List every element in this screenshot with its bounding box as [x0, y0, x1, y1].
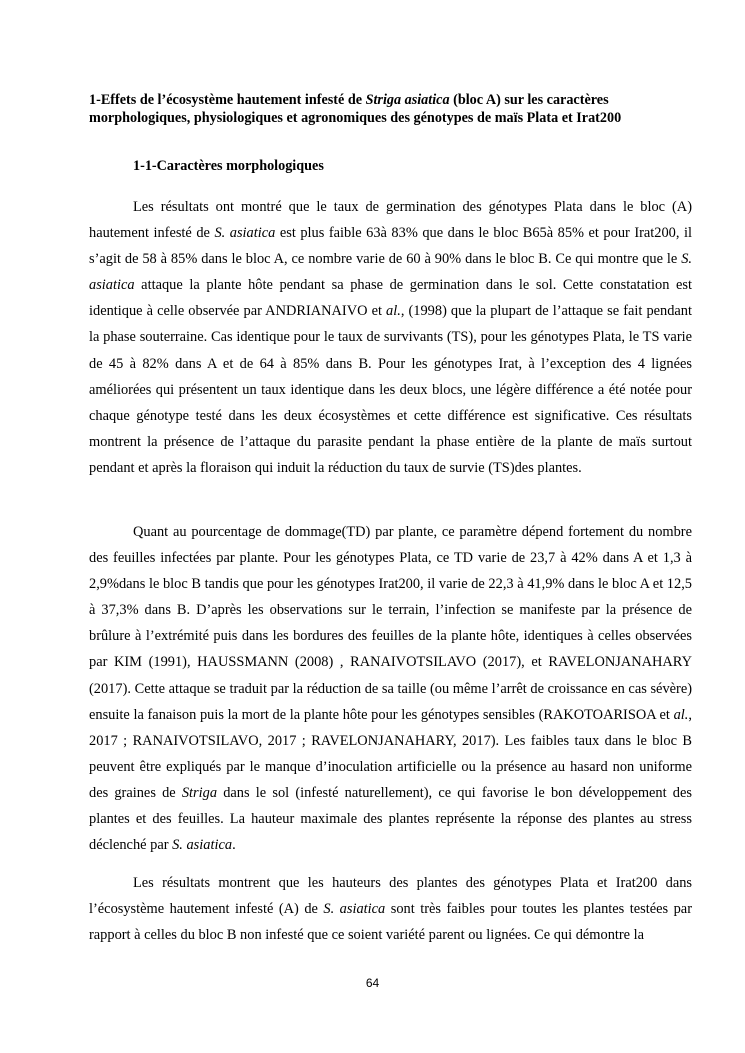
section-heading-text: 1-Effets de l’écosystème hautement infesté de: [89, 92, 366, 108]
genus-name: Striga: [181, 784, 218, 801]
species-name: S. asiatica: [323, 901, 386, 918]
text-run: attaque la plante hôte pendant sa phase de germination dans le sol. Cette constatation est identique à celle observée par ANDRIANAIVO et: [89, 277, 692, 320]
text-run: Les résultats ont montré que le taux de germination des génotypes Plata dans le bloc (A) hautement infesté de: [89, 199, 692, 242]
paragraph-height: [89, 870, 692, 950]
text-run: Les résultats montrent que les hauteurs des plantes des génotypes Plata et Irat200 dans l’écosystème hautement infesté (A) de: [89, 875, 692, 918]
text-run: , (1998) que la plupart de l’attaque se fait pendant la phase souterraine. Cas identique pour le taux de survivants (TS), pour les génotypes Plata, le TS varie de 45 à 82% dans A et de 64 à 85% dans B. Pour les génotypes Irat, à l’exception des 4 lignées améliorées qui présentent un taux identique dans les deux blocs, une légère différence a été notée pour chaque génotype testé dans les deux écosystèmes et cette différence est significative. Ces résultats montrent la présence de l’attaque du parasite pendant la phase entière de la plante de maïs surtout pendant et après la floraison qui induit la réduction du taux de survie (TS)des plantes.: [89, 303, 692, 476]
citation-etal: al.: [386, 303, 401, 320]
species-name: S. asiatica: [172, 837, 233, 854]
citation-etal: al.: [673, 706, 689, 723]
text-run: , 2017 ; RANAIVOTSILAVO, 2017 ; RAVELONJANAHARY, 2017). Les faibles taux dans le bloc B peuvent être expliqués par le manque d’inoculation artificielle ou la présence au hasard non uniforme des graines de: [89, 706, 692, 801]
section-heading-text-end: (bloc A) sur les caractères morphologiques, physiologiques et agronomiques des génotypes de maïs Plata et Irat200: [89, 92, 622, 126]
paragraph-damage: [89, 519, 692, 858]
section-heading: [89, 91, 689, 127]
text-run: dans le sol (infesté naturellement), ce qui favorise le bon développement des plantes et des feuilles. La hauteur maximale des plantes représente la réponse des plantes au stress déclenché par: [89, 784, 692, 854]
text-run: est plus faible 63à 83% que dans le bloc B65à 85% et pour Irat200, il s’agit de 58 à 85% dans le bloc A, ce nombre varie de 60 à 90% dans le bloc B. Ce qui montre que le: [89, 225, 692, 268]
section-heading-species: Striga asiatica: [365, 92, 450, 108]
subsection-heading: 1-1-Caractères morphologiques: [133, 158, 324, 174]
text-run: .: [232, 837, 236, 854]
species-name: S. asiatica: [214, 225, 276, 242]
text-run: sont très faibles pour toutes les plantes testées par rapport à celles du bloc B non infesté que ce soient variété parent ou lignées. Ce qui démontre la: [89, 901, 692, 944]
paragraph-germination: [89, 194, 692, 481]
species-name: S. asiatica: [89, 251, 692, 294]
text-run: Quant au pourcentage de dommage(TD) par plante, ce paramètre dépend fortement du nombre des feuilles infectées par plante. Pour les génotypes Plata, ce TD varie de 23,7 à 42% dans A et 1,3 à 2,9%dans le bloc B tandis que pour les génotypes Irat200, il varie de 22,3 à 41,9% dans le bloc A et 12,5 à 37,3% dans B. D’après les observations sur le terrain, l’infection se manifeste par la présence de brûlure à l’extrémité puis dans les bordures des feuilles de la plante hôte, identiques à celles observées par KIM (1991), HAUSSMANN (2008) , RANAIVOTSILAVO (2017), et RAVELONJANAHARY (2017). Cette attaque se traduit par la réduction de sa taille (ou même l’arrêt de croissance en cas sévère) ensuite la fanaison puis la mort de la plante hôte pour les génotypes sensibles (RAKOTOARISOA et: [89, 524, 692, 723]
page-number: 64: [365, 976, 380, 990]
